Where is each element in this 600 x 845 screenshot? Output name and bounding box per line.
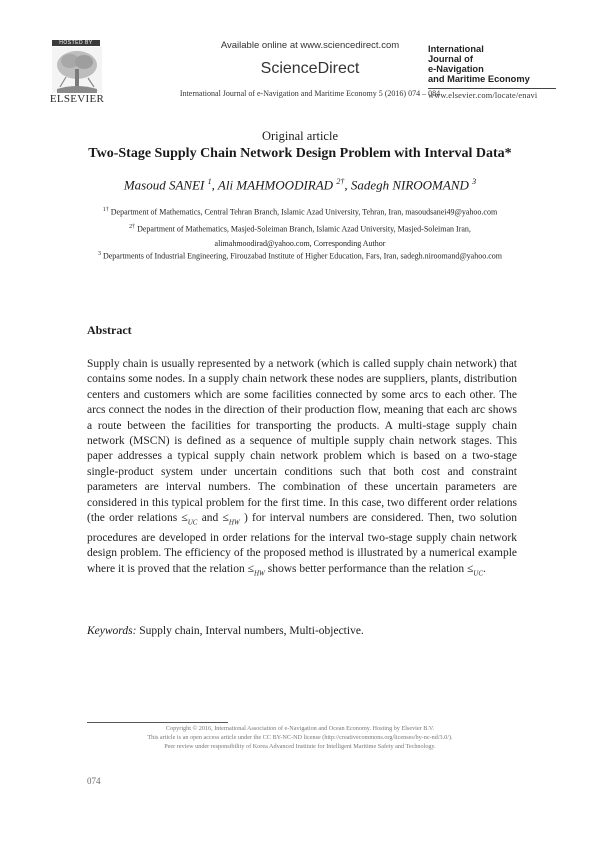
- author-name: Masoud SANEI: [123, 177, 205, 193]
- page-number: 074: [87, 776, 101, 786]
- affiliation-text: Department of Mathematics, Central Tehran Branch, Islamic Azad University, Tehran, Iran, masoudsanei49@yahoo.com: [110, 207, 498, 217]
- order-relation-uc: $\le_{UC}$: [466, 562, 484, 577]
- affiliation-3: [60, 247, 540, 264]
- abstract-paragraph: Supply chain is usually represented by a network (which is called supply chain network) that contains some nodes. In a supply chain network these nodes are suppliers, plants, distribution centers and customers which are some facilities connected by some arcs to each other. The arcs connect the nodes in the direction of their production flow, meaning that each arc shows a route between the facilities for transporting the products. A multi-stage supply chain network (MSCN) is defined as a sequence of multiple supply chain network stages. This paper addresses a typical supply chain network problem which is based on a two-stage single-product system under uncertain conditions such that both cost and constraint parameters are interval numbers. The combination of these uncertain parameters are considered in this typical problem for the first time. In this case, two different order relations (the order relations: [87, 358, 517, 525]
- keywords-line: [87, 625, 517, 637]
- abstract-paragraph: ) for interval numbers are considered. Then, two solution procedures are developed in order relations for the interval two-stage supply chain network design problem. The efficiency of the proposed method is illustrated by a numerical example where it is proved that the relation: [87, 512, 518, 575]
- copyright-footnote: [100, 725, 500, 751]
- affiliation-text: Department of Mathematics, Masjed-Soleiman Branch, Islamic Azad University, Masjed-Soleiman Iran,: [137, 224, 471, 234]
- keywords-values: Supply chain, Interval numbers, Multi-objective.: [139, 625, 364, 637]
- journal-divider: [428, 88, 556, 89]
- article-type: Original article: [261, 129, 338, 143]
- affiliation-1: [60, 203, 540, 220]
- conjunction-text: and: [201, 512, 219, 525]
- author-mark: 3: [472, 177, 477, 186]
- order-relation-hw: $\le_{HW}$: [247, 562, 265, 577]
- journal-citation: International Journal of e-Navigation and Maritime Economy 5 (2016) 074 – 084: [179, 89, 441, 98]
- footnote-line: This article is an open access article under the CC BY-NC-ND license (http://creativecommons.org/licenses/by-nc-nd/3.0/).: [147, 733, 453, 741]
- journal-name-block: [428, 44, 558, 84]
- elsevier-tree-logo: [52, 47, 102, 93]
- journal-url: www.elsevier.com/locate/enavi: [428, 91, 538, 100]
- journal-name-line: e-Navigation: [428, 64, 484, 74]
- order-relation-hw: $\le_{HW}$: [222, 512, 240, 527]
- author-name: Ali MAHMOODIRAD: [217, 177, 334, 193]
- paper-title: Two-Stage Supply Chain Network Design Problem with Interval Data*: [88, 146, 512, 161]
- affiliation-text: Departments of Industrial Engineering, Firouzabad Institute of Higher Education, Fars, Iran, sadegh.niroomand@yahoo.com: [102, 251, 503, 261]
- sciencedirect-wordmark: ScienceDirect: [260, 60, 360, 77]
- journal-name-line: and Maritime Economy: [428, 74, 530, 84]
- author-mark: 2†: [336, 177, 345, 186]
- author-mark: 1: [207, 177, 212, 186]
- abstract-text: [87, 357, 517, 581]
- elsevier-wordmark: ELSEVIER: [49, 93, 105, 105]
- journal-name-line: Journal of: [428, 54, 473, 64]
- affiliation-mark: 1†: [102, 207, 109, 213]
- abstract-heading: Abstract: [87, 323, 132, 337]
- affiliation-mark: 3: [97, 251, 101, 257]
- footnote-line: Copyright © 2016, International Association of e-Navigation and Ocean Economy. Hosting by Elsevier B.V.: [165, 725, 435, 732]
- sentence-end: .: [483, 562, 486, 575]
- hosted-by-banner: HOSTED BY: [52, 40, 100, 46]
- affiliation-mark: 2†: [129, 224, 136, 230]
- order-relation-uc: $\le_{UC}$: [181, 512, 198, 527]
- journal-name-line: International: [428, 44, 484, 54]
- author-list: Masoud SANEI $^1$, Ali MAHMOODIRAD $^{2\dagger}$, Sadegh NIROOMAND $^3$: [123, 177, 477, 193]
- author-name: Sadegh NIROOMAND: [350, 177, 469, 193]
- keywords-label: Keywords:: [87, 625, 137, 637]
- footnote-rule: [87, 722, 228, 723]
- footnote-line: Peer review under responsibility of Korea Advanced Institute for Intelligent Maritime Safety and Technology.: [164, 742, 436, 750]
- abstract-paragraph: shows better performance than the relation: [267, 562, 465, 575]
- affiliation-text: alimahmoodirad@yahoo.com, Corresponding Author: [214, 238, 386, 248]
- available-online-text: Available online at www.sciencedirect.com: [220, 40, 400, 51]
